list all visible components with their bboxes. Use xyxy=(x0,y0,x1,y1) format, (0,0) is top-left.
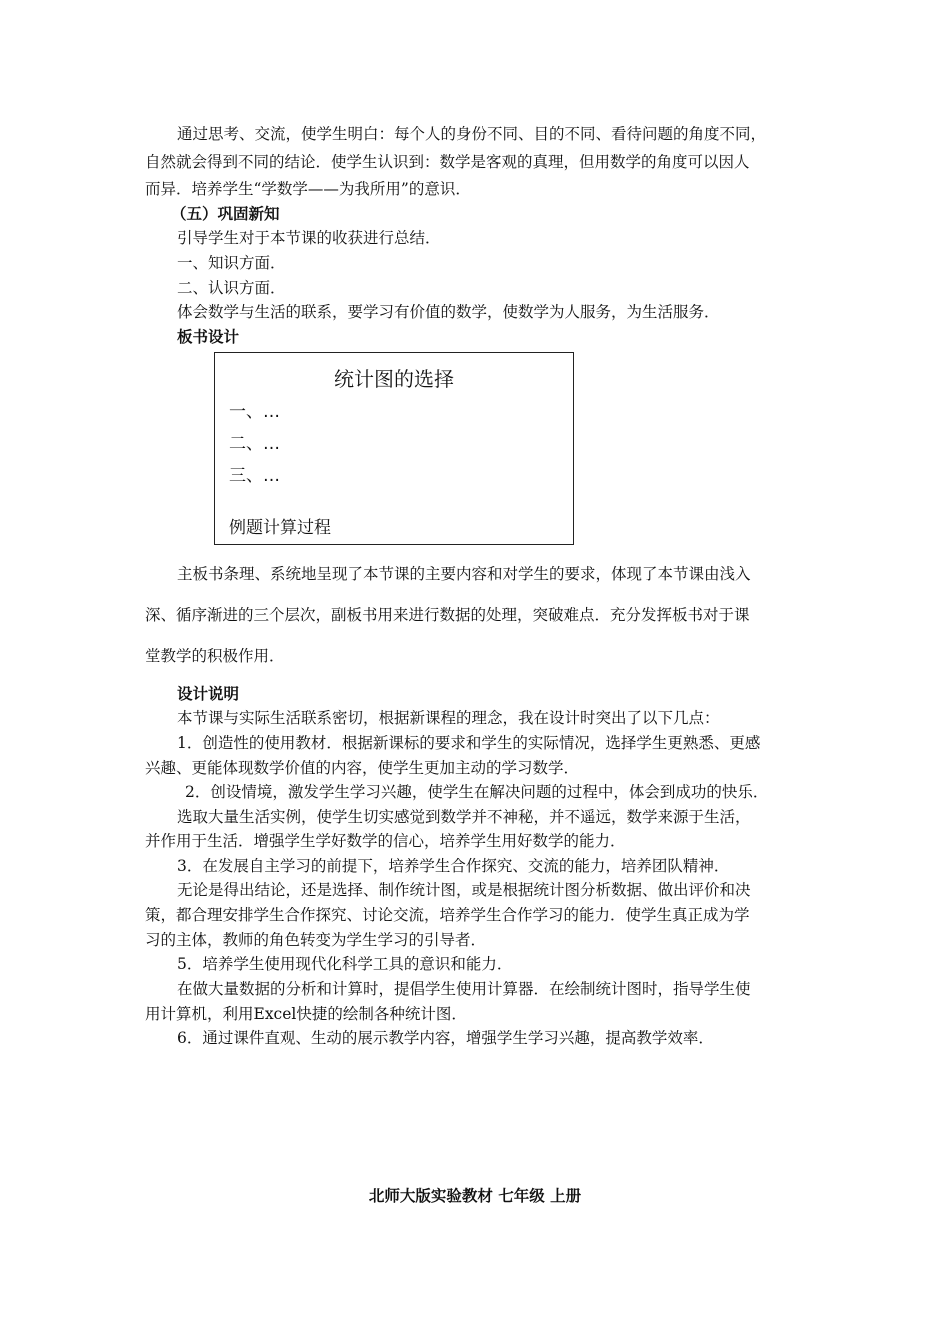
paragraph-line: 兴趣、更能体现数学价值的内容，使学生更加主动的学习数学． xyxy=(145,759,580,777)
board-title: 统计图的选择 xyxy=(334,367,454,391)
paragraph-line: 并作用于生活．增强学生学好数学的信心，培养学生用好数学的能力． xyxy=(145,832,626,850)
paragraph-line: 本节课与实际生活联系密切，根据新课程的理念，我在设计时突出了以下几点： xyxy=(177,709,720,727)
paragraph-line: 策，都合理安排学生合作探究、讨论交流，培养学生合作学习的能力．使学生真正成为学 xyxy=(145,906,750,924)
section-heading: 板书设计 xyxy=(177,328,240,346)
paragraph-line: 3．在发展自主学习的前提下，培养学生合作探究、交流的能力，培养团队精神． xyxy=(177,857,730,875)
blackboard-box xyxy=(214,352,574,545)
paragraph-line: 而异．培养学生“学数学——为我所用”的意识． xyxy=(145,180,471,198)
paragraph-line: 一、知识方面． xyxy=(177,254,286,272)
paragraph-line: 通过思考、交流，使学生明白：每个人的身份不同、目的不同、看待问题的角度不同， xyxy=(177,125,767,143)
paragraph-line: 选取大量生活实例，使学生切实感觉到数学并不神秘，并不遥远，数学来源于生活， xyxy=(177,808,751,826)
paragraph-line: 1．创造性的使用教材．根据新课标的要求和学生的实际情况，选择学生更熟悉、更感 xyxy=(177,734,761,752)
paragraph-line: 无论是得出结论，还是选择、制作统计图，或是根据统计图分析数据、做出评价和决 xyxy=(177,881,751,899)
paragraph-line: 5．培养学生使用现代化科学工具的意识和能力． xyxy=(177,955,513,973)
paragraph-line: 体会数学与生活的联系，要学习有价值的数学，使数学为人服务，为生活服务． xyxy=(177,303,720,321)
paragraph-line: 2．创设情境，激发学生学习兴趣，使学生在解决问题的过程中，体会到成功的快乐． xyxy=(185,783,769,801)
paragraph-line: 用计算机，利用Excel快捷的绘制各种统计图． xyxy=(145,1005,467,1023)
board-item: 三、… xyxy=(229,466,280,486)
paragraph-line: 主板书条理、系统地呈现了本节课的主要内容和对学生的要求，体现了本节课由浅入 xyxy=(177,565,751,583)
section-heading: （五）巩固新知 xyxy=(171,205,280,223)
board-item: 一、… xyxy=(229,402,280,422)
paragraph-line: 习的主体，教师的角色转变为学生学习的引导者． xyxy=(145,931,487,949)
page-footer: 北师大版实验教材 七年级 上册 xyxy=(368,1187,582,1205)
paragraph-line: 引导学生对于本节课的收获进行总结． xyxy=(177,229,441,247)
board-item: 二、… xyxy=(229,434,280,454)
paragraph-line: 二、认识方面． xyxy=(177,279,286,297)
board-subtitle: 例题计算过程 xyxy=(229,518,331,538)
paragraph-line: 堂教学的积极作用． xyxy=(145,647,285,665)
paragraph-line: 6．通过课件直观、生动的展示教学内容，增强学生学习兴趣，提高教学效率． xyxy=(177,1029,714,1047)
paragraph-line: 在做大量数据的分析和计算时，提倡学生使用计算器．在绘制统计图时，指导学生使 xyxy=(177,980,751,998)
paragraph-line: 深、循序渐进的三个层次，副板书用来进行数据的处理，突破难点．充分发挥板书对于课 xyxy=(145,606,750,624)
paragraph-line: 自然就会得到不同的结论．使学生认识到：数学是客观的真理，但用数学的角度可以因人 xyxy=(145,153,750,171)
section-heading: 设计说明 xyxy=(177,685,240,703)
